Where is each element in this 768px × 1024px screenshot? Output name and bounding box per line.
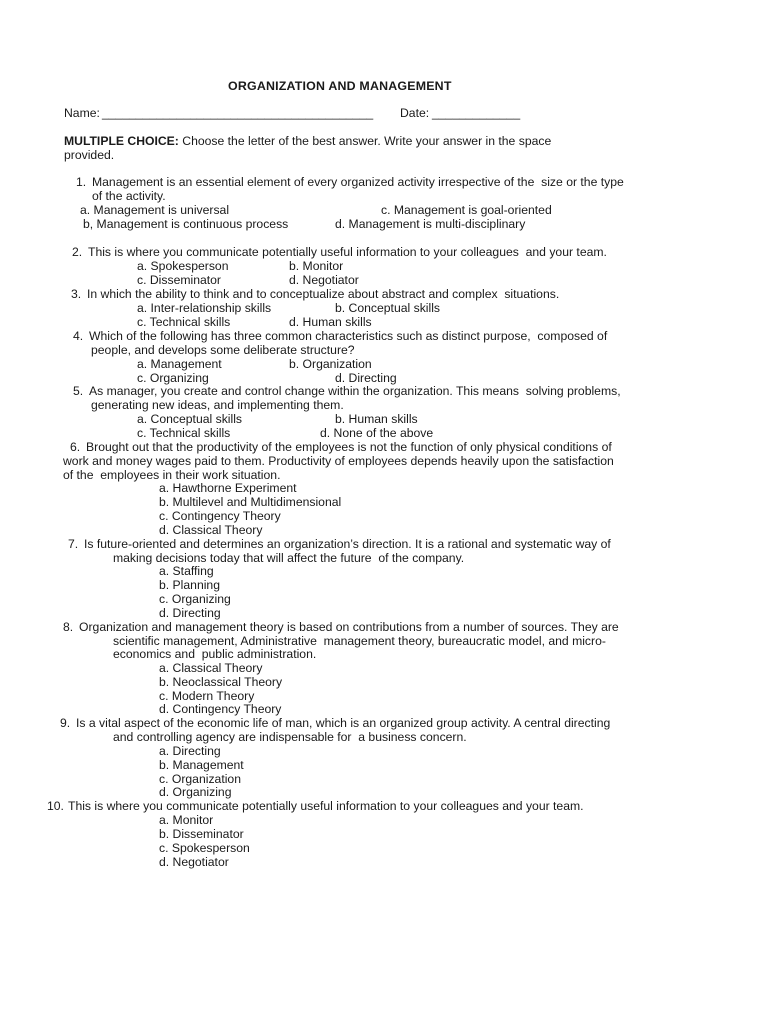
question-6-text: Brought out that the productivity of the employees is not the function of only physical conditions of — [86, 440, 612, 454]
question-5-text: generating new ideas, and implementing them. — [91, 398, 344, 412]
question-7-option-d: d. Directing — [159, 606, 221, 620]
question-5-option-a: a. Conceptual skills — [137, 412, 242, 426]
question-10-option-d: d. Negotiator — [159, 855, 229, 869]
question-8-text: economics and public administration. — [113, 647, 317, 661]
question-1-option-c: c. Management is goal-oriented — [381, 203, 552, 217]
question-2-option-c: c. Disseminator — [137, 273, 221, 287]
question-9-text: Is a vital aspect of the economic life of man, which is an organized group activity. A central directing — [76, 716, 611, 730]
question-4-option-a: a. Management — [137, 357, 222, 371]
question-2-option-a: a. Spokesperson — [137, 259, 229, 273]
question-8-text: Organization and management theory is based on contributions from a number of sources. They are — [79, 620, 619, 634]
instructions — [64, 134, 551, 148]
question-10-text: This is where you communicate potentially useful information to your colleagues and your team. — [68, 799, 584, 813]
question-6-option-a: a. Hawthorne Experiment — [159, 481, 297, 495]
question-4-text: Which of the following has three common characteristics such as distinct purpose, composed of — [89, 329, 608, 343]
question-5-option-b: b. Human skills — [335, 412, 418, 426]
question-1-text: Management is an essential element of every organized activity irrespective of the size or the type — [92, 175, 624, 189]
question-4-number: 4. — [73, 329, 84, 343]
question-3-text: In which the ability to think and to conceptualize about abstract and complex situations. — [87, 287, 560, 301]
question-1-text: of the activity. — [92, 189, 166, 203]
question-6-option-b: b. Multilevel and Multidimensional — [159, 495, 342, 509]
question-4-text: people, and develops some deliberate structure? — [91, 343, 355, 357]
question-10-number: 10. — [47, 799, 64, 813]
question-9-number: 9. — [60, 716, 71, 730]
question-7-option-a: a. Staffing — [159, 564, 214, 578]
question-7-option-b: b. Planning — [159, 578, 220, 592]
question-2-option-d: d. Negotiator — [289, 273, 359, 287]
question-3-number: 3. — [71, 287, 82, 301]
question-6-number: 6. — [70, 440, 81, 454]
question-5-option-c: c. Technical skills — [137, 426, 231, 440]
question-9-option-d: d. Organizing — [159, 785, 232, 799]
question-8-option-d: d. Contingency Theory — [159, 702, 282, 716]
question-1-option-a: a. Management is universal — [80, 203, 230, 217]
question-8-option-b: b. Neoclassical Theory — [159, 675, 283, 689]
date-label: Date: — [400, 106, 430, 120]
question-5-number: 5. — [73, 384, 84, 398]
instructions-text: Choose the letter of the best answer. Write your answer in the space — [178, 134, 552, 148]
question-10-option-c: c. Spokesperson — [159, 841, 250, 855]
question-9-option-a: a. Directing — [159, 744, 221, 758]
question-9-text: and controlling agency are indispensable for a business concern. — [113, 730, 467, 744]
question-6-option-c: c. Contingency Theory — [159, 509, 281, 523]
name-blank: ________________________________________ — [102, 106, 374, 120]
question-5-option-d: d. None of the above — [320, 426, 434, 440]
question-8-option-a: a. Classical Theory — [159, 661, 263, 675]
question-9-option-c: c. Organization — [159, 772, 241, 786]
question-7-text: Is future-oriented and determines an organization’s direction. It is a rational and systematic way of — [84, 537, 611, 551]
name-label: Name: — [64, 106, 100, 120]
question-4-option-b: b. Organization — [289, 357, 372, 371]
question-1-option-d: d. Management is multi-disciplinary — [335, 217, 526, 231]
question-3-option-c: c. Technical skills — [137, 315, 231, 329]
question-8-option-c: c. Modern Theory — [159, 689, 255, 703]
question-1-option-b: b, Management is continuous process — [83, 217, 289, 231]
question-10-option-b: b. Disseminator — [159, 827, 244, 841]
instructions-heading: MULTIPLE CHOICE: — [64, 134, 179, 148]
question-2-number: 2. — [72, 245, 83, 259]
question-2-option-b: b. Monitor — [289, 259, 344, 273]
question-5-text: As manager, you create and control change within the organization. This means solving problems, — [89, 384, 621, 398]
question-7-text: making decisions today that will affect the future of the company. — [113, 551, 465, 565]
question-3-option-b: b. Conceptual skills — [335, 301, 440, 315]
question-1-number: 1. — [76, 175, 87, 189]
question-6-text: of the employees in their work situation. — [63, 468, 281, 482]
question-2-text: This is where you communicate potentially useful information to your colleagues and your team. — [88, 245, 607, 259]
page-title: ORGANIZATION AND MANAGEMENT — [228, 79, 452, 93]
question-3-option-d: d. Human skills — [289, 315, 372, 329]
question-6-text: work and money wages paid to them. Productivity of employees depends heavily upon the satisfaction — [63, 454, 614, 468]
question-6-option-d: d. Classical Theory — [159, 523, 263, 537]
question-9-option-b: b. Management — [159, 758, 244, 772]
question-7-number: 7. — [68, 537, 79, 551]
question-3-option-a: a. Inter-relationship skills — [137, 301, 272, 315]
instructions-text-continued: provided. — [64, 148, 115, 162]
question-7-option-c: c. Organizing — [159, 592, 231, 606]
question-8-number: 8. — [63, 620, 74, 634]
question-4-option-d: d. Directing — [335, 371, 397, 385]
question-4-option-c: c. Organizing — [137, 371, 209, 385]
question-8-text: scientific management, Administrative management theory, bureaucratic model, and micro- — [113, 634, 606, 648]
date-blank: _____________ — [432, 106, 521, 120]
question-10-option-a: a. Monitor — [159, 813, 214, 827]
